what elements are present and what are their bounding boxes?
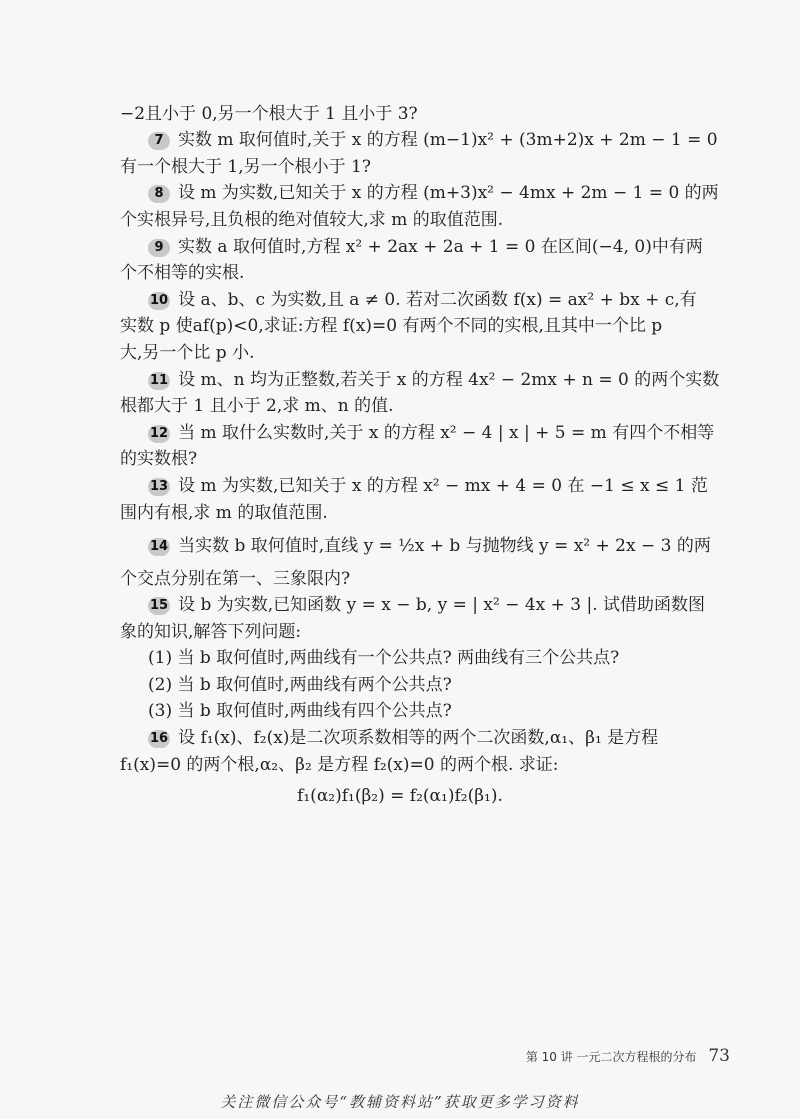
chapter-title: 第 10 讲 一元二次方程根的分布 <box>525 1050 697 1064</box>
page-number: 73 <box>708 1046 730 1066</box>
problem-16: 16 设 f₁(x)、f₂(x)是二次项系数相等的两个二次函数,α₁、β₁ 是方程 <box>150 728 659 748</box>
text-line: f₁(x)=0 的两个根,α₂、β₂ 是方程 f₂(x)=0 的两个根. 求证: <box>120 755 559 775</box>
problem-9: 9 实数 a 取何值时,方程 x² + 2ax + 2a + 1 = 0 在区间(−4, 0)中有两 <box>148 236 728 258</box>
display-formula: f₁(α₂)f₁(β₂) = f₂(α₁)f₂(β₁). <box>297 786 503 806</box>
problem-7: 7 实数 m 取何值时,关于 x 的方程 (m−1)x² + (3m+2)x + 2m − 1 = 0 <box>148 129 728 151</box>
text-line: 根都大于 1 且小于 2,求 m、n 的值. <box>120 396 394 416</box>
problem-number-badge: 15 <box>150 598 169 613</box>
text-line: 实数 p 使af(p)<0,求证:方程 f(x)=0 有两个不同的实根,且其中一个比 p <box>120 316 663 336</box>
problem-number-badge: 14 <box>150 539 169 554</box>
text-line: 个交点分别在第一、三象限内? <box>120 569 351 589</box>
text-line: 有一个根大于 1,另一个根小于 1? <box>120 157 371 177</box>
problem-number-badge: 11 <box>150 373 169 388</box>
text-line: 个不相等的实根. <box>120 263 245 283</box>
text-line: 大,另一个比 p 小. <box>120 343 255 363</box>
problem-11: 11 设 m、n 均为正整数,若关于 x 的方程 4x² − 2mx + n = 0 的两个实数 <box>150 370 720 390</box>
problem-number-badge: 12 <box>150 426 169 441</box>
sub-question-3: (3) 当 b 取何值时,两曲线有四个公共点? <box>148 701 452 721</box>
problem-number-badge: 7 <box>148 132 170 150</box>
text-line: 的实数根? <box>120 449 198 469</box>
problem-10: 10 设 a、b、c 为实数,且 a ≠ 0. 若对二次函数 f(x) = ax² + bx + c,有 <box>150 290 697 310</box>
problem-15: 15 设 b 为实数,已知函数 y = x − b, y = | x² − 4x + 3 |. 试借助函数图 <box>150 595 706 615</box>
problem-14: 14 当实数 b 取何值时,直线 y = ½x + b 与抛物线 y = x² + 2x − 3 的两 <box>150 536 711 556</box>
problem-12: 12 当 m 取什么实数时,关于 x 的方程 x² − 4 | x | + 5 = m 有四个不相等 <box>150 423 715 443</box>
text-line: 个实根异号,且负根的绝对值较大,求 m 的取值范围. <box>120 210 504 230</box>
watermark-text: 关注微信公众号“教辅资料站”获取更多学习资料 <box>220 1093 580 1111</box>
problem-8: 8 设 m 为实数,已知关于 x 的方程 (m+3)x² − 4mx + 2m − 1 = 0 的两 <box>148 182 728 204</box>
problem-number-badge: 10 <box>150 293 169 308</box>
problem-number-badge: 9 <box>148 239 170 257</box>
text-line: −2且小于 0,另一个根大于 1 且小于 3? <box>120 104 418 124</box>
sub-question-1: (1) 当 b 取何值时,两曲线有一个公共点? 两曲线有三个公共点? <box>148 648 620 668</box>
sub-question-2: (2) 当 b 取何值时,两曲线有两个公共点? <box>148 675 452 695</box>
text-line: 象的知识,解答下列问题: <box>120 622 302 642</box>
problem-number-badge: 13 <box>150 479 169 494</box>
page-footer <box>526 1046 730 1066</box>
problem-number-badge: 16 <box>150 731 169 746</box>
text-line: 围内有根,求 m 的取值范围. <box>120 503 328 523</box>
problem-number-badge: 8 <box>148 185 170 203</box>
problem-13: 13 设 m 为实数,已知关于 x 的方程 x² − mx + 4 = 0 在 −1 ≤ x ≤ 1 范 <box>150 476 708 496</box>
